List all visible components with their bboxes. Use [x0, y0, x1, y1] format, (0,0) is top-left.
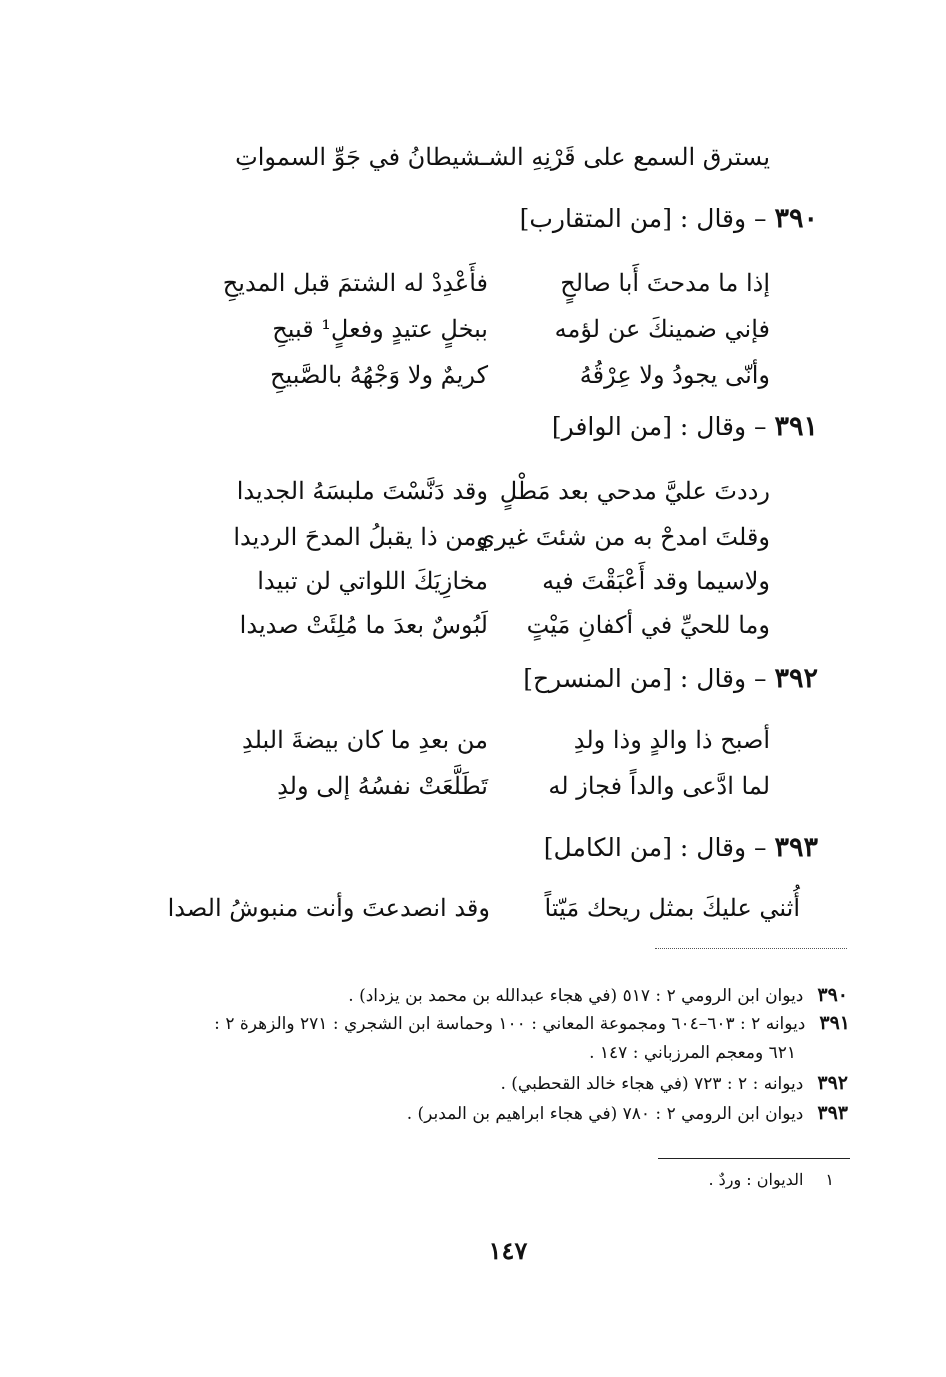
verse — [167, 888, 820, 928]
poem-meter: [من الوافر] — [551, 412, 672, 441]
poem-intro: – وقال : — [679, 204, 767, 233]
hemistich-first: فإني ضمينكَ عن لؤمه — [554, 315, 770, 343]
hemistich-first: وقلتَ امدحْ به من شئتَ غيري — [476, 523, 770, 551]
poem-number: ٣٩٠ — [774, 203, 818, 234]
hemistich-first: أصبح ذا والدٍ وذا ولدِ — [573, 726, 770, 754]
hemistich-second: وقد انصدعتَ وأنت منبوشُ الصدا — [167, 894, 490, 922]
verse — [200, 517, 800, 557]
poem-heading-393 — [544, 826, 818, 870]
footnote-number: ٣٩٢ — [817, 1072, 848, 1094]
footnote-390 — [188, 982, 848, 1009]
hemistich-second: من بعدِ ما كان بيضةَ البلدِ — [241, 726, 488, 754]
verse — [200, 471, 800, 511]
verse — [200, 766, 800, 806]
note-mark: ١ — [825, 1170, 834, 1189]
hemistich-first: وما للحيِّ في أكفانِ مَيْتٍ — [526, 611, 770, 639]
hemistich-first: يسترق السمع على قَرْنِهِ الشـ — [481, 143, 770, 171]
verse — [200, 263, 800, 303]
poem-number: ٣٩٣ — [774, 832, 818, 863]
poem-heading-390 — [520, 197, 818, 241]
hemistich-first: رددتَ عليَّ مدحي بعد مَطْلٍ — [499, 477, 770, 505]
hemistich-second: كريمٌ ولا وَجْهُهُ بالصَّبيحِ — [270, 361, 488, 389]
continuation-verse — [200, 137, 800, 177]
poem-intro: – وقال : — [679, 833, 767, 862]
footnote-number: ٣٩٣ — [817, 1102, 848, 1124]
footnote-391 — [70, 1010, 850, 1037]
hemistich-first: ولاسيما وقد أَعْبَقْتَ فيه — [542, 567, 770, 595]
hemistich-second: تَطَلَّعَتْ نفسُهُ إلى ولدِ — [277, 772, 488, 800]
hemistich-first: لما ادَّعى والداً فجاز له — [548, 772, 770, 800]
footnote-number: ٣٩١ — [819, 1012, 850, 1034]
poem-number: ٣٩١ — [774, 411, 818, 442]
footnote-text: ديوان ابن الرومي ٢ : ٥١٧ (في هجاء عبدالله بن محمد بن يزداد) . — [348, 986, 804, 1006]
poem-meter: [من المنسرح] — [523, 664, 672, 693]
poem-meter: [من الكامل] — [543, 833, 672, 862]
hemistich-first: وأنّى يجودُ ولا عِرْقُهُ — [579, 361, 770, 389]
note-separator — [658, 1158, 850, 1159]
hemistich-second: لَبُوسٌ بعدَ ما مُلِئَتْ صديدا — [239, 611, 488, 639]
hemistich-second: ومن ذا يقبلُ المدحَ الرديدا — [233, 523, 488, 551]
hemistich-second: ـشيطانُ في جَوِّ السمواتِ — [235, 143, 488, 171]
verse — [200, 309, 800, 349]
textual-note — [708, 1166, 834, 1194]
poem-meter: [من المتقارب] — [519, 204, 672, 233]
footnote-392 — [188, 1070, 848, 1097]
hemistich-second: ببخلٍ عتيدٍ وفعلٍ¹ قبيحِ — [272, 315, 488, 343]
page-number: ١٤٧ — [488, 1236, 528, 1265]
footnote-text: ديوانه ٢ : ٦٠٣–٦٠٤ ومجموعة المعاني : ١٠٠ وحماسة ابن الشجري : ٢٧١ والزهرة ٢ : — [214, 1014, 806, 1034]
verse — [200, 720, 800, 760]
footnote-391-continuation: ٦٢١ ومعجم المرزباني : ١٤٧ . — [589, 1043, 796, 1063]
footnote-text: ديوان ابن الرومي ٢ : ٧٨٠ (في هجاء ابراهيم بن المدبر) . — [406, 1104, 804, 1124]
hemistich-first: إذا ما مدحتَ أَبا صالحٍ — [560, 269, 770, 297]
hemistich-first: أُثني عليكَ بمثل ريحك مَيّتاً — [544, 894, 800, 922]
poem-intro: – وقال : — [679, 412, 767, 441]
verse — [200, 605, 800, 645]
poem-intro: – وقال : — [679, 664, 767, 693]
note-text: الديوان : وردٌ . — [708, 1170, 804, 1189]
footnote-number: ٣٩٠ — [817, 984, 848, 1006]
poem-heading-392 — [523, 657, 818, 701]
poem-number: ٣٩٢ — [774, 663, 818, 694]
hemistich-second: مخازِيَكَ اللواتي لن تبيدا — [257, 567, 488, 595]
poem-heading-391 — [552, 405, 818, 449]
footnote-text: ديوانه : ٢ : ٧٢٣ (في هجاء خالد القحطبي) . — [500, 1074, 804, 1094]
verse — [200, 561, 800, 601]
hemistich-second: فأَعْدِدْ له الشتمَ قبل المديحِ — [222, 269, 488, 297]
footnote-393 — [188, 1100, 848, 1127]
verse — [200, 355, 800, 395]
footnote-separator — [655, 948, 847, 949]
hemistich-second: وقد دَنَّسْتَ ملبسَهُ الجديدا — [236, 477, 488, 505]
